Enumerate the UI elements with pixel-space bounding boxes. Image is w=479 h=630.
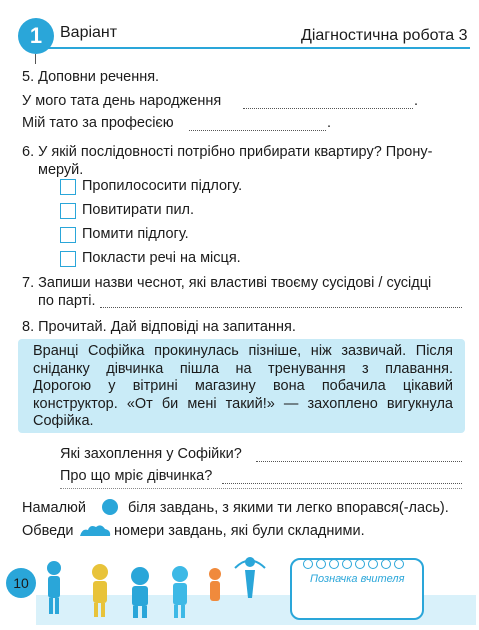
task6-option-checkbox-4[interactable] [60, 251, 76, 267]
task8-question-2: Про що мріє дівчинка? [60, 468, 213, 484]
task5-line2-end: . [327, 115, 332, 131]
task5-answer-line2[interactable] [189, 130, 326, 131]
ring-6 [368, 559, 378, 569]
cloud-icon [78, 522, 112, 538]
instruction-draw-text: біля завдань, з якими ти легко впорався(-лась). [128, 500, 449, 516]
task5-line1-end: . [414, 93, 419, 109]
reading-text-line-1: Вранці Софійка прокинулась пізніше, ніж зазвичай. Після [33, 343, 453, 359]
task6-option-2: Повитирати пил. [82, 202, 195, 218]
task5-answer-line1[interactable] [243, 108, 413, 109]
task6-option-4: Покласти речі на місця. [82, 250, 241, 266]
header-rule [40, 47, 470, 49]
ring-5 [355, 559, 365, 569]
task7-answer-line[interactable] [100, 307, 462, 308]
task6-option-checkbox-1[interactable] [60, 179, 76, 195]
teacher-mark-label: Позначка вчителя [310, 573, 405, 585]
ring-4 [342, 559, 352, 569]
ring-1 [303, 559, 313, 569]
ring-8 [394, 559, 404, 569]
variant-label: Варіант [60, 24, 118, 41]
ring-3 [329, 559, 339, 569]
task6-title: 6. У якій послідовності потрібно прибирати квартиру? Прону- [22, 144, 433, 160]
ring-7 [381, 559, 391, 569]
ring-2 [316, 559, 326, 569]
task6-title-continued: меруй. [38, 162, 84, 178]
work-title: Діагностична робота 3 [301, 27, 468, 44]
balloon-icon [97, 498, 123, 518]
reading-text-line-5: Софійка. [33, 413, 94, 429]
instruction-circle-text: номери завдань, які були складними. [114, 523, 365, 539]
variant-number-badge: 1 [18, 18, 54, 54]
balloon-string [35, 54, 36, 64]
task8-answer-line-1[interactable] [256, 461, 462, 462]
task8-title: 8. Прочитай. Дай відповіді на запитання. [22, 319, 296, 335]
reading-text-line-4: конструктор. «От би мені такий!» — захоплено вигукнула [33, 396, 453, 412]
children-illustration [40, 548, 280, 626]
task6-option-checkbox-2[interactable] [60, 203, 76, 219]
task8-answer-line-2[interactable] [222, 483, 462, 484]
task7-title-continued: по парті. [38, 293, 96, 309]
reading-text-line-3: Дорогою у вітрині магазину вона побачила цікавий [33, 378, 453, 394]
task5-line2-text: Мій тато за професією [22, 115, 174, 131]
task5-title: 5. Доповни речення. [22, 69, 160, 85]
task7-title: 7. Запиши назви чеснот, які властиві твоєму сусідові / сусідці [22, 275, 432, 291]
task6-option-checkbox-3[interactable] [60, 227, 76, 243]
task6-option-3: Помити підлогу. [82, 226, 189, 242]
page-number-badge: 10 [6, 568, 36, 598]
instruction-circle-label: Обведи [22, 523, 74, 539]
instruction-draw-label: Намалюй [22, 500, 87, 516]
task8-answer-line-3[interactable] [60, 488, 462, 489]
task5-line1-text: У мого тата день народження [22, 93, 222, 109]
reading-text-line-2: сніданку дівчинка пішла на тренування з плавання. [33, 361, 453, 377]
task6-option-1: Пропилососити підлогу. [82, 178, 243, 194]
task8-question-1: Які захоплення у Софійки? [60, 446, 242, 462]
